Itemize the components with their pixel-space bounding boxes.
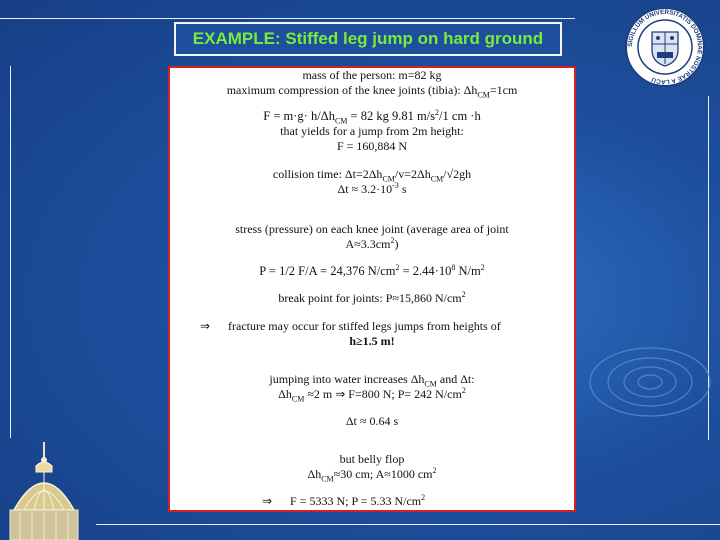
- text-delta-t: $\Delta t \approx 3.2\cdot 10^{-3}$ s: [337, 181, 407, 196]
- water-ripple-decoration: [578, 336, 718, 426]
- text-collision-time: collision time: $\Delta t=2\Delta h_{CM}/v=2\Delta h_{CM}/√2gh$: [272, 167, 472, 184]
- implies-arrow-2: ⇒: [262, 494, 273, 508]
- text-break-point: break point for joints: P≈15,860 $N/cm^2$: [278, 290, 466, 305]
- slide-title-box: [174, 22, 562, 56]
- text-force-value: F = 160,884 N: [336, 139, 408, 153]
- text-water-force: $\Delta h_{CM} \approx 2$ m ⇒ F=800 N; P= 242 $N/cm^2$: [278, 386, 466, 404]
- physics-calculation-panel: [168, 66, 576, 512]
- seal-text: SIGILLUM UNIVERSITATIS DOMINAE NOSTRAE A LACU: [626, 8, 704, 86]
- text-belly-flop-result: F = 5333 N; P = 5.33 $N/cm^2$: [290, 493, 426, 508]
- text-water-delta-t: Δt ≈ 0.64 s: [345, 414, 399, 428]
- text-height-threshold: h≥1.5 m!: [349, 334, 395, 348]
- slide-title: EXAMPLE: Stiffed leg jump on hard ground: [192, 29, 544, 48]
- text-belly-flop-values: $\Delta h_{CM}\approx 30$ cm; A≈1000 $cm^2$: [307, 466, 437, 484]
- text-area: $A\approx 3.3cm^2$): [345, 236, 399, 251]
- implies-arrow-1: ⇒: [200, 319, 211, 333]
- university-seal-icon: [624, 6, 706, 88]
- text-yields: that yields for a jump from 2m height:: [280, 124, 464, 138]
- text-mass: mass of the person: m=82 kg: [302, 68, 442, 82]
- text-stress: stress (pressure) on each knee joint (average area of joint: [235, 222, 509, 236]
- frame-line-left: [10, 66, 11, 438]
- frame-line-top: [0, 18, 575, 19]
- text-pressure: P = 1/2 F/A = 24,376 $N/cm^2 = 2.44\cdot 10^8$ $N/m^2$: [259, 262, 485, 278]
- text-max-compression: maximum compression of the knee joints (tibia): $\Delta h_{CM}=1cm$: [226, 83, 518, 100]
- frame-line-bottom: [96, 524, 720, 525]
- text-fracture: fracture may occur for stiffed legs jumps from heights of: [228, 319, 501, 333]
- golden-dome-icon: [6, 440, 94, 540]
- text-belly-flop: but belly flop: [339, 452, 405, 466]
- text-water-jump: jumping into water increases $\Delta h_{CM}$ and Δt:: [269, 372, 475, 389]
- text-force-formula: $F = m\cdot g\cdot h/\Delta h_{CM} = 82$ kg 9.81 $m/s^2/1$ cm ·h: [263, 107, 481, 126]
